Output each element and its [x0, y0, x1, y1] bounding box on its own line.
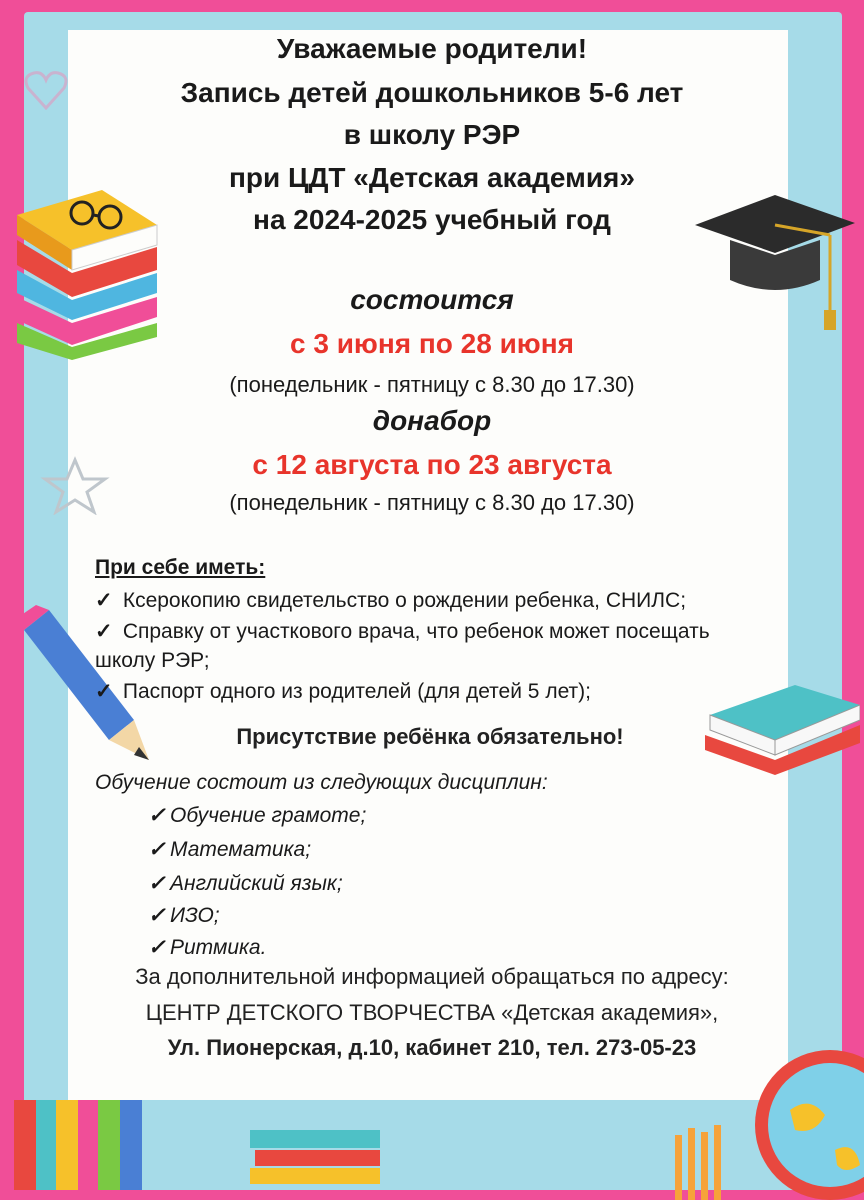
- discipline-item: ✓ ИЗО;: [148, 904, 220, 927]
- requirement-item: [95, 679, 591, 704]
- globe-icon: [745, 1040, 864, 1200]
- requirement-item: [95, 588, 686, 613]
- check-icon: ✓: [148, 904, 166, 927]
- requirement-item: [95, 619, 710, 644]
- heading-line5: на 2024-2025 учебный год: [253, 204, 611, 235]
- schedule-main-hours: (понедельник - пятницу с 8.30 до 17.30): [229, 372, 635, 397]
- requirement-item-text: Ксерокопию свидетельство о рождении ребенка, СНИЛС;: [122, 589, 687, 612]
- schedule-main-dates: с 3 июня по 28 июня: [290, 328, 574, 359]
- bookshelf-icon: [14, 1100, 154, 1190]
- requirements-title: При себе иметь:: [95, 556, 266, 579]
- contact-line2: ЦЕНТР ДЕТСКОГО ТВОРЧЕСТВА «Детская академия»,: [145, 1000, 719, 1025]
- pencils-cup-icon: [670, 1120, 730, 1200]
- schedule-extra-hours: (понедельник - пятницу с 8.30 до 17.30): [229, 490, 635, 515]
- disciplines-intro: Обучение состоит из следующих дисциплин:: [95, 771, 548, 794]
- check-icon: ✓: [148, 838, 166, 861]
- schedule-extra-label: донабор: [372, 405, 492, 436]
- books-bottom-icon: [250, 1130, 390, 1195]
- open-books-icon: [700, 655, 860, 775]
- contact-line1: За дополнительной информацией обращаться по адресу:: [135, 964, 729, 989]
- check-icon: ✓: [148, 936, 166, 959]
- schedule-main-label: состоится: [350, 284, 514, 315]
- presence-note: Присутствие ребёнка обязательно!: [236, 724, 624, 749]
- heading-greeting: Уважаемые родители!: [276, 33, 588, 64]
- check-icon: ✓: [95, 620, 113, 643]
- discipline-item: ✓ Математика;: [148, 838, 312, 861]
- requirement-item-text: Паспорт одного из родителей (для детей 5 лет);: [122, 680, 591, 703]
- requirement-item-text: Справку от участкового врача, что ребенок может посещать: [122, 620, 710, 643]
- check-icon: ✓: [95, 589, 113, 612]
- discipline-item: ✓ Ритмика.: [148, 936, 267, 959]
- check-icon: ✓: [148, 872, 166, 895]
- check-icon: ✓: [95, 680, 113, 703]
- discipline-item: ✓ Английский язык;: [148, 872, 343, 895]
- schedule-extra-dates: с 12 августа по 23 августа: [252, 449, 612, 480]
- contact-line3: Ул. Пионерская, д.10, кабинет 210, тел. 273-05-23: [167, 1035, 697, 1060]
- heading-line3: в школу РЭР: [343, 119, 521, 150]
- heading-line4: при ЦДТ «Детская академия»: [229, 162, 635, 193]
- heading-line2: Запись детей дошкольников 5-6 лет: [180, 77, 684, 108]
- requirement-item-continued: школу РЭР;: [95, 649, 210, 672]
- check-icon: ✓: [148, 804, 166, 827]
- discipline-item: ✓ Обучение грамоте;: [148, 804, 367, 827]
